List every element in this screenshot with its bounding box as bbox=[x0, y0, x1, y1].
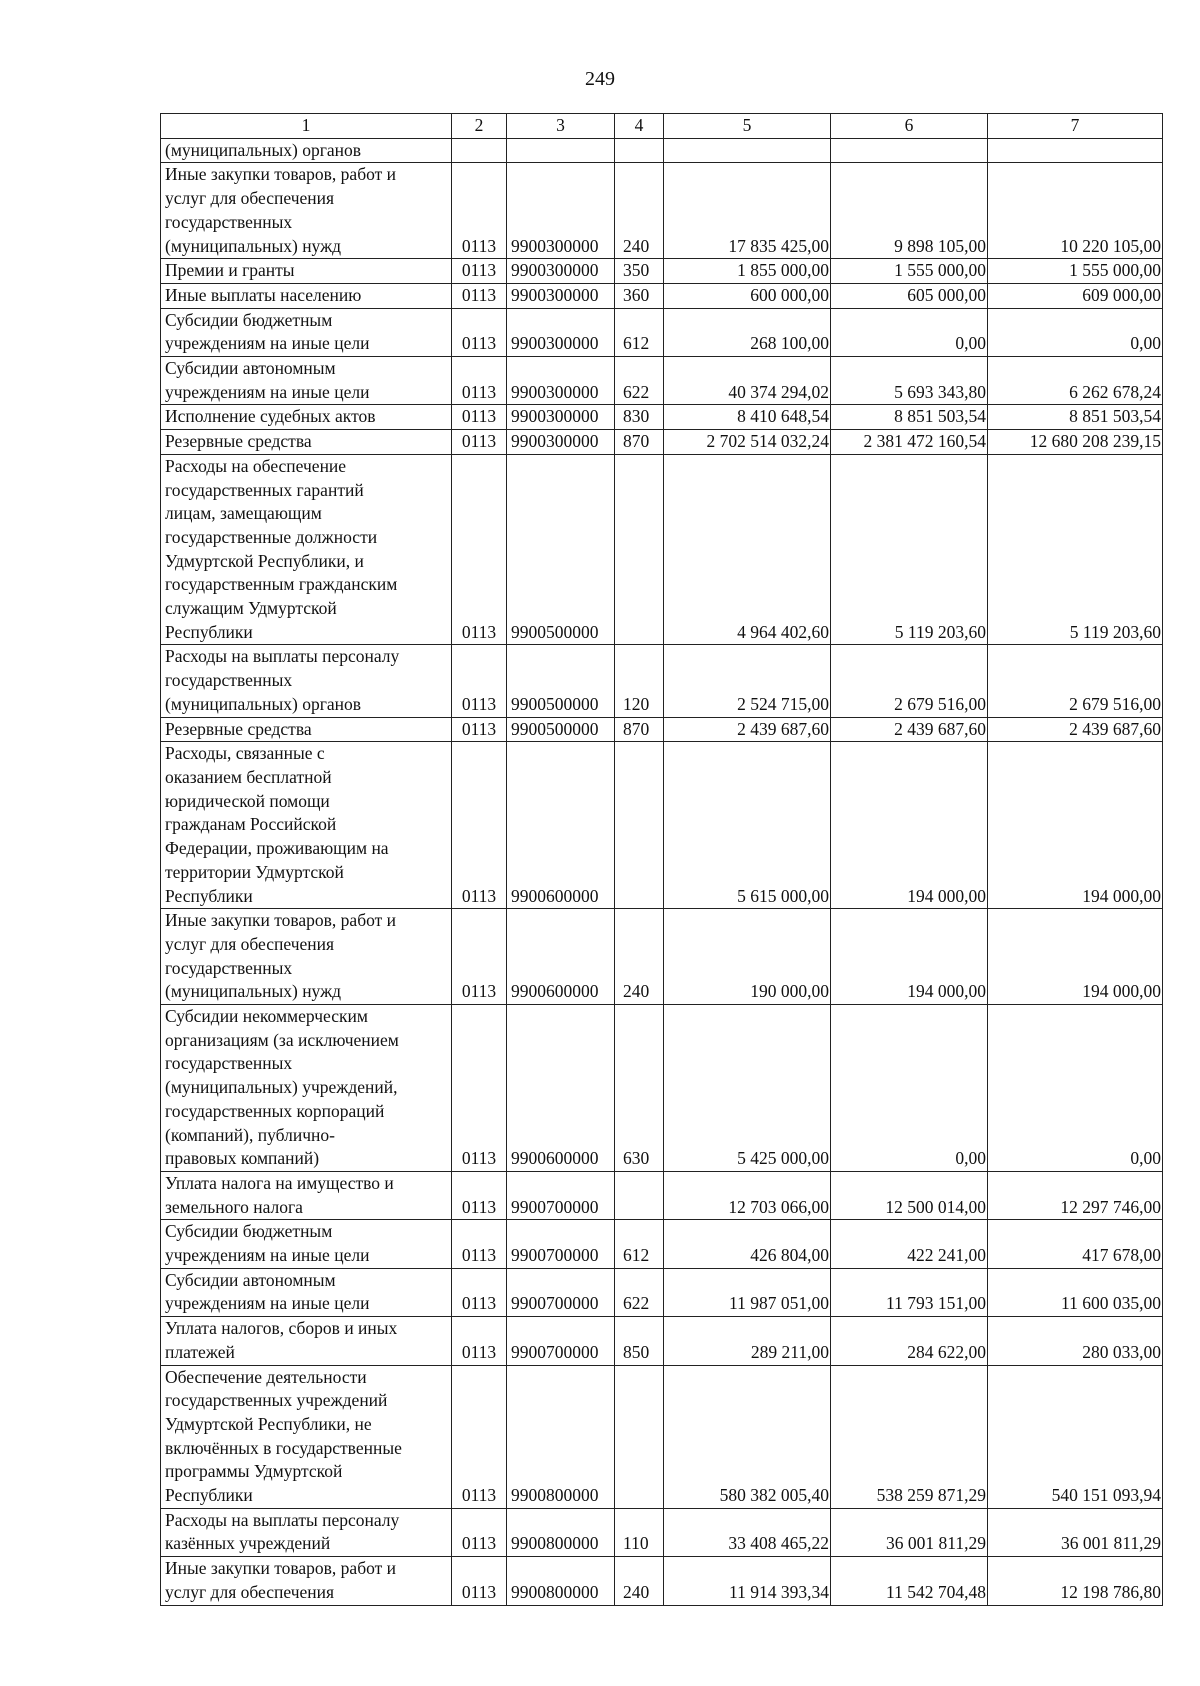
amount-year-2: 2 679 516,00 bbox=[831, 645, 988, 717]
amount-year-2: 194 000,00 bbox=[831, 909, 988, 1005]
expense-type: 120 bbox=[615, 645, 664, 717]
row-name-line: Иные закупки товаров, работ и bbox=[165, 1558, 397, 1579]
row-name-line: Иные закупки товаров, работ и bbox=[165, 910, 397, 931]
amount-year-2: 11 542 704,48 bbox=[831, 1557, 988, 1605]
amount-year-1: 600 000,00 bbox=[664, 283, 831, 308]
target-article: 9900700000 bbox=[507, 1268, 615, 1316]
amount-year-3: 194 000,00 bbox=[988, 742, 1163, 909]
table-row bbox=[161, 742, 1163, 909]
amount-year-2: 8 851 503,54 bbox=[831, 405, 988, 430]
section-code: 0113 bbox=[452, 1220, 507, 1268]
row-name bbox=[161, 163, 452, 259]
row-name-line: (муниципальных) органов bbox=[165, 139, 362, 160]
amount-year-2: 422 241,00 bbox=[831, 1220, 988, 1268]
section-code: 0113 bbox=[452, 163, 507, 259]
table-row bbox=[161, 163, 1163, 259]
amount-year-2: 12 500 014,00 bbox=[831, 1171, 988, 1219]
row-name bbox=[161, 308, 452, 356]
table-row bbox=[161, 645, 1163, 717]
table-row bbox=[161, 1005, 1163, 1172]
target-article: 9900500000 bbox=[507, 717, 615, 742]
amount-year-1: 268 100,00 bbox=[664, 308, 831, 356]
table-row bbox=[161, 259, 1163, 284]
table-row bbox=[161, 717, 1163, 742]
row-name bbox=[161, 909, 452, 1005]
amount-year-3: 12 680 208 239,15 bbox=[988, 430, 1163, 455]
target-article: 9900800000 bbox=[507, 1557, 615, 1605]
expense-type: 240 bbox=[615, 163, 664, 259]
expense-type: 240 bbox=[615, 909, 664, 1005]
row-name-line: государственных bbox=[165, 957, 293, 978]
expense-type: 622 bbox=[615, 1268, 664, 1316]
amount-year-1: 426 804,00 bbox=[664, 1220, 831, 1268]
row-name-line: государственным гражданским bbox=[165, 574, 398, 595]
page-number: 249 bbox=[585, 68, 615, 90]
amount-year-1: 17 835 425,00 bbox=[664, 163, 831, 259]
row-name-line: учреждениям на иные цели bbox=[165, 1293, 370, 1314]
target-article: 9900300000 bbox=[507, 163, 615, 259]
target-article bbox=[507, 138, 615, 163]
amount-year-3: 6 262 678,24 bbox=[988, 357, 1163, 405]
table-row bbox=[161, 357, 1163, 405]
amount-year-3: 8 851 503,54 bbox=[988, 405, 1163, 430]
section-code: 0113 bbox=[452, 717, 507, 742]
table-row bbox=[161, 308, 1163, 356]
row-name-line: (муниципальных) нужд bbox=[165, 235, 342, 256]
row-name bbox=[161, 283, 452, 308]
expense-type bbox=[615, 742, 664, 909]
amount-year-1: 5 615 000,00 bbox=[664, 742, 831, 909]
row-name-line: оказанием бесплатной bbox=[165, 766, 332, 787]
section-code: 0113 bbox=[452, 283, 507, 308]
expense-type: 630 bbox=[615, 1005, 664, 1172]
row-name-line: Расходы на выплаты персоналу bbox=[165, 1509, 400, 1530]
row-name-line: гражданам Российской bbox=[165, 814, 337, 835]
row-name-line: земельного налога bbox=[165, 1196, 303, 1217]
row-name bbox=[161, 454, 452, 645]
amount-year-2: 5 119 203,60 bbox=[831, 454, 988, 645]
amount-year-3: 609 000,00 bbox=[988, 283, 1163, 308]
row-name-line: Обеспечение деятельности bbox=[165, 1366, 367, 1387]
expense-type bbox=[615, 138, 664, 163]
amount-year-3: 12 297 746,00 bbox=[988, 1171, 1163, 1219]
row-name-line: государственных гарантий bbox=[165, 479, 364, 500]
row-name-line: Республики bbox=[165, 1485, 253, 1506]
row-name-line: услуг для обеспечения bbox=[165, 188, 335, 209]
row-name-line: Субсидии некоммерческим bbox=[165, 1006, 368, 1027]
table-row bbox=[161, 283, 1163, 308]
table-body bbox=[161, 138, 1163, 1605]
row-name-line: Расходы на обеспечение bbox=[165, 455, 347, 476]
row-name-line: организациям (за исключением bbox=[165, 1029, 399, 1050]
target-article: 9900300000 bbox=[507, 405, 615, 430]
amount-year-1: 4 964 402,60 bbox=[664, 454, 831, 645]
amount-year-1: 11 914 393,34 bbox=[664, 1557, 831, 1605]
amount-year-3: 36 001 811,29 bbox=[988, 1508, 1163, 1556]
row-name-line: юридической помощи bbox=[165, 790, 330, 811]
row-name-line: государственных bbox=[165, 1053, 293, 1074]
amount-year-3: 10 220 105,00 bbox=[988, 163, 1163, 259]
row-name-line: Премии и гранты bbox=[165, 260, 295, 281]
target-article: 9900500000 bbox=[507, 645, 615, 717]
row-name bbox=[161, 430, 452, 455]
amount-year-3: 540 151 093,94 bbox=[988, 1365, 1163, 1508]
amount-year-2: 0,00 bbox=[831, 308, 988, 356]
row-name-line: Субсидии бюджетным bbox=[165, 309, 333, 330]
row-name-line: учреждениям на иные цели bbox=[165, 381, 370, 402]
amount-year-2: 0,00 bbox=[831, 1005, 988, 1172]
section-code: 0113 bbox=[452, 308, 507, 356]
section-code: 0113 bbox=[452, 645, 507, 717]
amount-year-2: 2 381 472 160,54 bbox=[831, 430, 988, 455]
row-name-line: Субсидии автономным bbox=[165, 358, 336, 379]
row-name-line: Удмуртской Республики, и bbox=[165, 550, 364, 571]
section-code: 0113 bbox=[452, 430, 507, 455]
row-name bbox=[161, 1508, 452, 1556]
table-row bbox=[161, 138, 1163, 163]
expense-type: 870 bbox=[615, 717, 664, 742]
row-name-line: государственных учреждений bbox=[165, 1390, 388, 1411]
row-name-line: Уплата налога на имущество и bbox=[165, 1172, 394, 1193]
row-name-line: Резервные средства bbox=[165, 718, 312, 739]
section-code: 0113 bbox=[452, 454, 507, 645]
row-name bbox=[161, 138, 452, 163]
expense-type: 622 bbox=[615, 357, 664, 405]
amount-year-3: 5 119 203,60 bbox=[988, 454, 1163, 645]
amount-year-2: 194 000,00 bbox=[831, 742, 988, 909]
row-name-line: Республики bbox=[165, 885, 253, 906]
row-name bbox=[161, 1220, 452, 1268]
row-name-line: государственных bbox=[165, 670, 293, 691]
expense-type: 612 bbox=[615, 1220, 664, 1268]
table-row bbox=[161, 454, 1163, 645]
amount-year-1: 2 439 687,60 bbox=[664, 717, 831, 742]
row-name-line: услуг для обеспечения bbox=[165, 933, 335, 954]
row-name-line: Иные закупки товаров, работ и bbox=[165, 164, 397, 185]
expense-type: 870 bbox=[615, 430, 664, 455]
amount-year-1: 1 855 000,00 bbox=[664, 259, 831, 284]
amount-year-2: 284 622,00 bbox=[831, 1317, 988, 1365]
row-name bbox=[161, 1557, 452, 1605]
target-article: 9900700000 bbox=[507, 1171, 615, 1219]
row-name-line: территории Удмуртской bbox=[165, 861, 344, 882]
amount-year-3: 194 000,00 bbox=[988, 909, 1163, 1005]
target-article: 9900600000 bbox=[507, 1005, 615, 1172]
budget-table bbox=[160, 113, 1163, 1606]
table-row bbox=[161, 909, 1163, 1005]
amount-year-1: 190 000,00 bbox=[664, 909, 831, 1005]
row-name-line: Резервные средства bbox=[165, 431, 312, 452]
row-name-line: Республики bbox=[165, 621, 253, 642]
amount-year-2 bbox=[831, 138, 988, 163]
row-name-line: Уплата налогов, сборов и иных bbox=[165, 1318, 398, 1339]
amount-year-2: 2 439 687,60 bbox=[831, 717, 988, 742]
target-article: 9900300000 bbox=[507, 308, 615, 356]
target-article: 9900300000 bbox=[507, 259, 615, 284]
header-col-7: 7 bbox=[988, 114, 1163, 139]
row-name bbox=[161, 1171, 452, 1219]
table-row bbox=[161, 1220, 1163, 1268]
section-code: 0113 bbox=[452, 742, 507, 909]
row-name-line: услуг для обеспечения bbox=[165, 1581, 335, 1602]
row-name-line: Исполнение судебных актов bbox=[165, 406, 376, 427]
row-name-line: учреждениям на иные цели bbox=[165, 1245, 370, 1266]
row-name-line: государственные должности bbox=[165, 526, 378, 547]
amount-year-3: 280 033,00 bbox=[988, 1317, 1163, 1365]
row-name-line: (компаний), публично- bbox=[165, 1124, 335, 1145]
expense-type: 612 bbox=[615, 308, 664, 356]
amount-year-2: 9 898 105,00 bbox=[831, 163, 988, 259]
row-name bbox=[161, 645, 452, 717]
target-article: 9900300000 bbox=[507, 357, 615, 405]
header-col-4: 4 bbox=[615, 114, 664, 139]
amount-year-1: 8 410 648,54 bbox=[664, 405, 831, 430]
table-row bbox=[161, 1317, 1163, 1365]
row-name-line: служащим Удмуртской bbox=[165, 598, 337, 619]
row-name bbox=[161, 1365, 452, 1508]
expense-type bbox=[615, 1365, 664, 1508]
amount-year-1: 2 524 715,00 bbox=[664, 645, 831, 717]
target-article: 9900300000 bbox=[507, 283, 615, 308]
row-name-line: Иные выплаты населению bbox=[165, 284, 362, 305]
row-name-line: (муниципальных) органов bbox=[165, 693, 362, 714]
amount-year-1: 2 702 514 032,24 bbox=[664, 430, 831, 455]
target-article: 9900700000 bbox=[507, 1220, 615, 1268]
expense-type: 110 bbox=[615, 1508, 664, 1556]
target-article: 9900600000 bbox=[507, 742, 615, 909]
row-name bbox=[161, 1005, 452, 1172]
amount-year-1: 289 211,00 bbox=[664, 1317, 831, 1365]
amount-year-1: 580 382 005,40 bbox=[664, 1365, 831, 1508]
table-row bbox=[161, 405, 1163, 430]
row-name bbox=[161, 717, 452, 742]
row-name bbox=[161, 742, 452, 909]
section-code: 0113 bbox=[452, 1005, 507, 1172]
expense-type: 850 bbox=[615, 1317, 664, 1365]
expense-type bbox=[615, 454, 664, 645]
row-name-line: учреждениям на иные цели bbox=[165, 333, 370, 354]
row-name-line: Расходы, связанные с bbox=[165, 743, 325, 764]
amount-year-3: 11 600 035,00 bbox=[988, 1268, 1163, 1316]
table-row bbox=[161, 1365, 1163, 1508]
section-code bbox=[452, 138, 507, 163]
section-code: 0113 bbox=[452, 1268, 507, 1316]
section-code: 0113 bbox=[452, 357, 507, 405]
header-row bbox=[161, 114, 1163, 139]
amount-year-2: 605 000,00 bbox=[831, 283, 988, 308]
amount-year-3: 2 439 687,60 bbox=[988, 717, 1163, 742]
amount-year-2: 11 793 151,00 bbox=[831, 1268, 988, 1316]
header-col-1: 1 bbox=[161, 114, 452, 139]
amount-year-1 bbox=[664, 138, 831, 163]
table-row bbox=[161, 1508, 1163, 1556]
table-row bbox=[161, 1171, 1163, 1219]
target-article: 9900800000 bbox=[507, 1365, 615, 1508]
amount-year-1: 40 374 294,02 bbox=[664, 357, 831, 405]
section-code: 0113 bbox=[452, 1171, 507, 1219]
table-row bbox=[161, 430, 1163, 455]
target-article: 9900600000 bbox=[507, 909, 615, 1005]
amount-year-3: 0,00 bbox=[988, 1005, 1163, 1172]
row-name-line: (муниципальных) учреждений, bbox=[165, 1077, 398, 1098]
amount-year-1: 11 987 051,00 bbox=[664, 1268, 831, 1316]
amount-year-2: 5 693 343,80 bbox=[831, 357, 988, 405]
amount-year-1: 12 703 066,00 bbox=[664, 1171, 831, 1219]
amount-year-1: 5 425 000,00 bbox=[664, 1005, 831, 1172]
amount-year-3: 12 198 786,80 bbox=[988, 1557, 1163, 1605]
row-name-line: (муниципальных) нужд bbox=[165, 981, 342, 1002]
amount-year-3: 2 679 516,00 bbox=[988, 645, 1163, 717]
row-name bbox=[161, 357, 452, 405]
amount-year-3: 0,00 bbox=[988, 308, 1163, 356]
expense-type: 360 bbox=[615, 283, 664, 308]
row-name-line: включённых в государственные bbox=[165, 1437, 402, 1458]
row-name-line: Расходы на выплаты персоналу bbox=[165, 646, 400, 667]
amount-year-2: 36 001 811,29 bbox=[831, 1508, 988, 1556]
expense-type: 240 bbox=[615, 1557, 664, 1605]
expense-type: 350 bbox=[615, 259, 664, 284]
amount-year-3: 417 678,00 bbox=[988, 1220, 1163, 1268]
row-name-line: государственных bbox=[165, 211, 293, 232]
table-row bbox=[161, 1268, 1163, 1316]
amount-year-3 bbox=[988, 138, 1163, 163]
row-name bbox=[161, 405, 452, 430]
row-name-line: казённых учреждений bbox=[165, 1533, 331, 1554]
table-row bbox=[161, 1557, 1163, 1605]
section-code: 0113 bbox=[452, 1557, 507, 1605]
expense-type: 830 bbox=[615, 405, 664, 430]
target-article: 9900700000 bbox=[507, 1317, 615, 1365]
section-code: 0113 bbox=[452, 259, 507, 284]
row-name-line: Федерации, проживающим на bbox=[165, 838, 389, 859]
expense-type bbox=[615, 1171, 664, 1219]
header-col-2: 2 bbox=[452, 114, 507, 139]
header-col-5: 5 bbox=[664, 114, 831, 139]
target-article: 9900800000 bbox=[507, 1508, 615, 1556]
row-name-line: Удмуртской Республики, не bbox=[165, 1413, 372, 1434]
row-name bbox=[161, 1317, 452, 1365]
row-name bbox=[161, 1268, 452, 1316]
amount-year-2: 538 259 871,29 bbox=[831, 1365, 988, 1508]
target-article: 9900500000 bbox=[507, 454, 615, 645]
row-name-line: Субсидии автономным bbox=[165, 1269, 336, 1290]
row-name-line: платежей bbox=[165, 1341, 235, 1362]
section-code: 0113 bbox=[452, 909, 507, 1005]
target-article: 9900300000 bbox=[507, 430, 615, 455]
section-code: 0113 bbox=[452, 1365, 507, 1508]
row-name-line: государственных корпораций bbox=[165, 1100, 385, 1121]
header-col-3: 3 bbox=[507, 114, 615, 139]
row-name-line: правовых компаний) bbox=[165, 1148, 320, 1169]
row-name bbox=[161, 259, 452, 284]
section-code: 0113 bbox=[452, 1508, 507, 1556]
amount-year-2: 1 555 000,00 bbox=[831, 259, 988, 284]
section-code: 0113 bbox=[452, 405, 507, 430]
amount-year-1: 33 408 465,22 bbox=[664, 1508, 831, 1556]
amount-year-3: 1 555 000,00 bbox=[988, 259, 1163, 284]
row-name-line: лицам, замещающим bbox=[165, 503, 322, 524]
section-code: 0113 bbox=[452, 1317, 507, 1365]
header-col-6: 6 bbox=[831, 114, 988, 139]
row-name-line: Субсидии бюджетным bbox=[165, 1221, 333, 1242]
row-name-line: программы Удмуртской bbox=[165, 1461, 343, 1482]
